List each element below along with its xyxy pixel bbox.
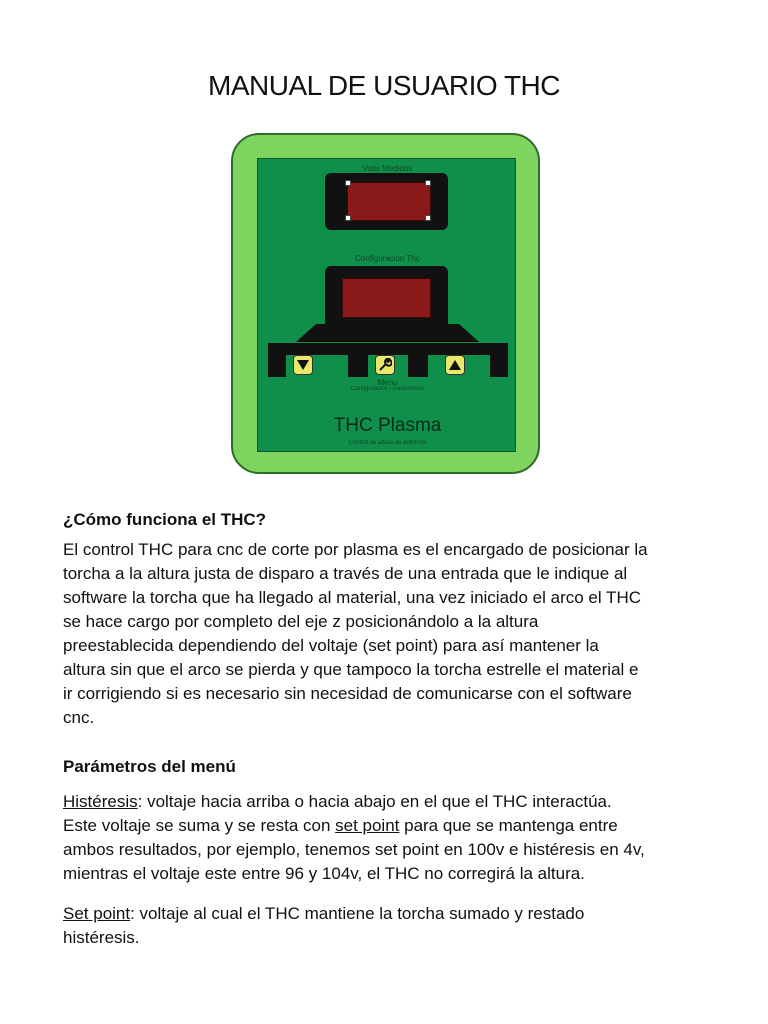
menu-key-button[interactable] <box>375 355 395 375</box>
text-line <box>63 790 723 814</box>
device-front-panel <box>257 158 516 452</box>
text-line: El control THC para cnc de corte por plasma es el encargado de posicionar la <box>63 540 648 559</box>
voltage-display-frame <box>325 173 448 230</box>
section-heading-menu-parameters: Parámetros del menú <box>63 757 236 776</box>
set-point-paragraph <box>63 902 723 950</box>
text-line: torcha a la altura justa de disparo a través de una entrada que le indique al <box>63 564 628 583</box>
text-line <box>63 814 723 838</box>
arrow-down-icon <box>297 360 309 370</box>
menu-key-label: Menu <box>377 378 398 387</box>
up-key-button[interactable] <box>445 355 465 375</box>
set-point-term-inline: set point <box>335 816 400 835</box>
display-corner-marker <box>425 180 431 186</box>
wrench-icon <box>378 358 392 372</box>
histeresis-paragraph <box>63 790 723 886</box>
text-line: ir corrigiendo si es necesario sin necesidad de comunicarse con el software <box>63 684 632 703</box>
keypad-caption: Configuracion / Parametros <box>350 386 425 392</box>
display-corner-marker <box>425 215 431 221</box>
display-corner-marker <box>345 180 351 186</box>
config-display-screen <box>342 278 431 318</box>
text-line: software la torcha que ha llegado al material, una vez iniciado el arco el THC <box>63 588 641 607</box>
display-base-shelf <box>296 324 479 342</box>
brand-caption: Control de altura de antorcha <box>348 440 427 446</box>
text-span: Este voltaje se suma y se resta con <box>63 816 336 835</box>
text-line: altura sin que el arco se pierda y que tampoco la torcha estrelle el material e <box>63 660 639 679</box>
text-line: ambos resultados, por ejemplo, tenemos set point en 100v e histéresis en 4v, <box>63 840 645 859</box>
display-corner-marker <box>345 215 351 221</box>
arrow-up-icon <box>449 360 461 370</box>
histeresis-term: Histéresis <box>63 792 138 811</box>
set-point-term: Set point <box>63 904 131 923</box>
page-title: MANUAL DE USUARIO THC <box>208 70 560 101</box>
middle-display-label: Configuracion Thc <box>355 254 420 263</box>
text-line <box>63 902 723 926</box>
text-span: para que se mantenga entre <box>399 816 618 835</box>
text-line: se hace cargo por completo del eje z posicionándolo a la altura <box>63 612 539 631</box>
how-it-works-paragraph <box>63 538 723 730</box>
thc-device-illustration <box>231 133 540 474</box>
voltage-display-screen <box>347 182 431 221</box>
brand-name: THC Plasma <box>333 415 442 436</box>
section-heading-how-it-works: ¿Cómo funciona el THC? <box>63 510 267 529</box>
text-line: cnc. <box>63 708 95 727</box>
down-key-button[interactable] <box>293 355 313 375</box>
set-point-definition: : voltaje al cual el THC mantiene la torcha sumado y restado <box>130 904 585 923</box>
text-line: mientras el voltaje este entre 96 y 104v, el THC no corregirá la altura. <box>63 864 585 883</box>
text-line: histéresis. <box>63 928 140 947</box>
text-line: preestablecida dependiendo del voltaje (set point) para así mantener la <box>63 636 599 655</box>
histeresis-definition: : voltaje hacia arriba o hacia abajo en el que el THC interactúa. <box>137 792 612 811</box>
top-display-label: Volts Medidos <box>362 164 413 173</box>
